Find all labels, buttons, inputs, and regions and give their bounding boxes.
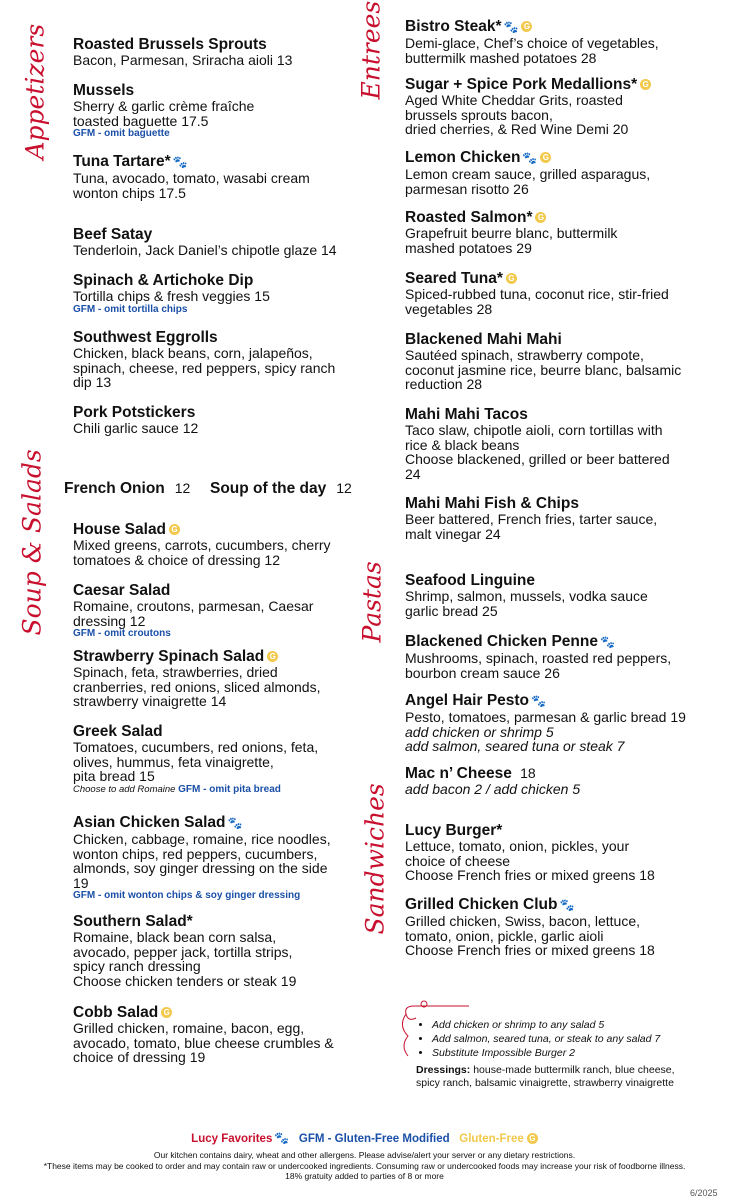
item-desc: Sautéed spinach, strawberry compote, coconut jasmine rice, beurre blanc, balsamic reduction 28 [405,347,682,392]
item-name: Southern Salad* [73,913,193,930]
section-title-pastas: Pastas [357,561,387,643]
legend-favorites: Lucy Favorites [191,1133,273,1145]
item-desc: Romaine, croutons, parmesan, Caesar dressing 12 [73,598,314,629]
paw-icon: 🐾 [274,1131,290,1145]
item-desc: Tuna, avocado, tomato, wasabi cream wonton chips 17.5 [73,170,310,201]
gratuity-note: 18% gratuity added to parties of 8 or more [285,1171,444,1181]
item-name: Seafood Linguine [405,572,536,589]
item-desc: Shrimp, salmon, mussels, vodka sauce garlic bread 25 [405,588,648,619]
item-name: Lucy Burger* [405,822,503,839]
item-name: Lemon Chicken [405,149,521,166]
item-desc: Mixed greens, carrots, cucumbers, cherry tomatoes & choice of dressing 12 [73,537,331,568]
item-name: Asian Chicken Salad [73,814,226,831]
add-ons-notes [416,1018,706,1090]
allergen-note: Our kitchen contains dairy, wheat and other allergens. Please advise/alert your server or any dietary restrictions. [153,1150,576,1160]
menu-item [73,648,320,709]
paw-icon: 🐾 [531,694,546,708]
menu-item [405,149,650,196]
item-name: Roasted Brussels Sprouts [73,36,267,53]
item-desc: Tortilla chips & fresh veggies 15 [73,288,270,304]
menu-item [73,814,331,902]
paw-icon: 🐾 [599,635,615,649]
item-desc: Sherry & garlic crème fraîche toasted baguette 17.5 [73,98,255,129]
item-name: Greek Salad [73,723,163,740]
menu-item [405,18,659,65]
menu-item [73,404,198,436]
item-note: Choose to add Romaine [73,783,176,795]
paw-icon: 🐾 [172,155,188,169]
menu-item [73,272,270,316]
menu-item [73,153,310,200]
gfm-note: GFM - omit wonton chips & soy ginger dressing [73,890,301,901]
item-name: Spinach & Artichoke Dip [73,272,254,289]
menu-date: 6/2025 [690,1188,718,1198]
gluten-free-icon: G [506,273,517,284]
section-title-sandwiches: Sandwiches [360,783,390,935]
item-name: Tuna Tartare* [73,153,171,170]
soup-price: 12 [336,480,352,496]
gluten-free-icon: G [535,212,546,223]
gluten-free-icon: G [161,1007,172,1018]
item-desc: Tomatoes, cucumbers, red onions, feta, olives, hummus, feta vinaigrette, pita bread 15 [73,739,319,784]
soup-french-onion [64,480,190,498]
item-desc: Bacon, Parmesan, Sriracha aioli 13 [73,52,293,68]
item-desc: Tenderloin, Jack Daniel’s chipotle glaze 14 [73,242,337,258]
item-desc: Beer battered, French fries, tarter sauce, malt vinegar 24 [405,511,658,542]
section-title-soup-salads: Soup & Salads [17,449,47,636]
item-name: Southwest Eggrolls [73,329,218,346]
item-name: Mussels [73,82,135,99]
item-price: 18 [520,765,536,781]
item-desc: Grapefruit beurre blanc, buttermilk mashed potatoes 29 [405,225,618,256]
paw-icon: 🐾 [522,151,538,165]
item-name: Mahi Mahi Fish & Chips [405,495,579,512]
note-add-chicken: • Add chicken or shrimp to any salad 5 [432,1018,706,1032]
dressings-label: Dressings: [416,1064,471,1076]
menu-item [405,209,617,255]
item-desc: Spinach, feta, strawberries, dried cranberries, red onions, sliced almonds, strawberry vinaigrette 14 [73,664,321,709]
gfm-note: GFM - omit tortilla chips [73,303,188,315]
item-name: Roasted Salmon* [405,209,533,226]
item-desc: Chicken, black beans, corn, jalapeños, spinach, cheese, red peppers, spicy ranch dip 13 [73,345,336,390]
item-name: Caesar Salad [73,582,171,599]
item-desc: Chicken, cabbage, romaine, rice noodles, wonton chips, red peppers, cucumbers, almonds, soy ginger dressing on the side 19 [73,831,331,891]
item-name: Grilled Chicken Club [405,896,558,913]
item-name: Seared Tuna* [405,270,503,287]
gluten-free-icon: G [640,79,651,90]
menu-item [405,331,681,392]
item-name: Strawberry Spinach Salad [73,648,265,665]
item-name: House Salad [73,521,167,538]
item-name: Beef Satay [73,226,153,243]
dressings-text: house-made buttermilk ranch, blue cheese, spicy ranch, balsamic vinaigrette, strawberry vinaigrette [416,1064,675,1089]
item-name: Bistro Steak* [405,18,502,35]
item-name: Cobb Salad [73,1004,159,1021]
item-desc: Grilled chicken, Swiss, bacon, lettuce, tomato, onion, pickle, garlic aioli Choose French fries or mixed greens 18 [405,913,655,958]
item-name: Blackened Mahi Mahi [405,331,562,348]
note-substitute: • Substitute Impossible Burger 2 [432,1046,706,1060]
section-title-entrees: Entrees [356,0,386,100]
note-add-salmon: • Add salmon, seared tuna, or steak to any salad 7 [432,1032,706,1046]
paw-icon: 🐾 [559,898,575,912]
item-desc: Lemon cream sauce, grilled asparagus, parmesan risotto 26 [405,166,651,197]
menu-item [73,329,335,390]
item-name: Pork Potstickers [73,404,196,421]
soup-of-the-day [210,480,352,498]
item-desc: Pesto, tomatoes, parmesan & garlic bread 19 [405,709,686,725]
item-name: Angel Hair Pesto [405,692,530,709]
gluten-free-icon: G [267,651,278,662]
item-name: Mac n’ Cheese [405,765,512,782]
gluten-free-icon: G [169,524,180,535]
item-desc: Spiced-rubbed tuna, coconut rice, stir-fried vegetables 28 [405,286,669,317]
item-name: Sugar + Spice Pork Medallions* [405,76,638,93]
add-on: add bacon 2 / add chicken 5 [405,781,581,797]
item-desc: Grilled chicken, romaine, bacon, egg, avocado, tomato, blue cheese crumbles & choice of dressing 19 [73,1020,334,1065]
menu-item [73,1004,334,1065]
gfm-note: GFM - omit pita bread [178,783,281,795]
item-desc: Mushrooms, spinach, roasted red peppers, bourbon cream sauce 26 [405,650,672,681]
paw-icon: 🐾 [227,816,243,830]
gluten-free-icon: G [527,1133,538,1144]
menu-item [405,406,670,481]
menu-item [73,913,296,988]
gluten-free-icon: G [521,21,532,32]
raw-food-warning: *These items may be cooked to order and may contain raw or undercooked ingredients. Consuming raw or undercooked foods may increase your risk of foodborne illness. [43,1160,686,1171]
gfm-note: GFM - omit baguette [73,128,170,139]
paw-icon: 🐾 [503,20,519,34]
item-desc: Taco slaw, chipotle aioli, corn tortillas with rice & black beans Choose blackened, grilled or beer battered 24 [405,422,670,482]
menu-item [73,82,254,140]
menu-item [405,270,669,316]
menu-item [73,36,292,68]
menu-item [73,723,318,796]
soup-name: Soup of the day [210,480,327,497]
menu-item [73,226,337,258]
item-desc: Lettuce, tomato, onion, pickles, your choice of cheese Choose French fries or mixed greens 18 [405,838,655,883]
menu-item [73,582,313,640]
gluten-free-icon: G [540,152,551,163]
menu-item [405,633,671,680]
menu-item [405,765,580,797]
item-name: Blackened Chicken Penne [405,633,598,650]
menu-item [405,495,657,541]
menu-item [405,896,655,958]
legend [0,1131,729,1145]
gfm-note: GFM - omit croutons [73,628,171,639]
footer [0,1150,729,1182]
menu-item [73,521,331,567]
add-on: add chicken or shrimp 5 [405,723,554,740]
soup-price: 12 [174,480,191,496]
item-desc: Demi-glace, Chef’s choice of vegetables, buttermilk mashed potatoes 28 [405,35,659,66]
menu-item [405,822,655,883]
add-on: add salmon, seared tuna or steak 7 [405,738,625,754]
item-desc: Chili garlic sauce 12 [73,420,199,436]
menu-item [405,692,686,754]
item-desc: Aged White Cheddar Grits, roasted brussels sprouts bacon, dried cherries, & Red Wine Demi 20 [405,92,629,137]
item-name: Mahi Mahi Tacos [405,406,528,423]
section-title-appetizers: Appetizers [20,23,50,160]
item-desc: Romaine, black bean corn salsa, avocado, pepper jack, tortilla strips, spicy ranch dressing Choose chicken tenders or steak 19 [73,929,297,989]
soup-name: French Onion [64,480,165,497]
menu-item [405,572,648,618]
legend-gf: Gluten-Free [459,1133,524,1145]
legend-gfm: GFM - Gluten-Free Modified [298,1133,450,1145]
menu-item [405,76,651,137]
